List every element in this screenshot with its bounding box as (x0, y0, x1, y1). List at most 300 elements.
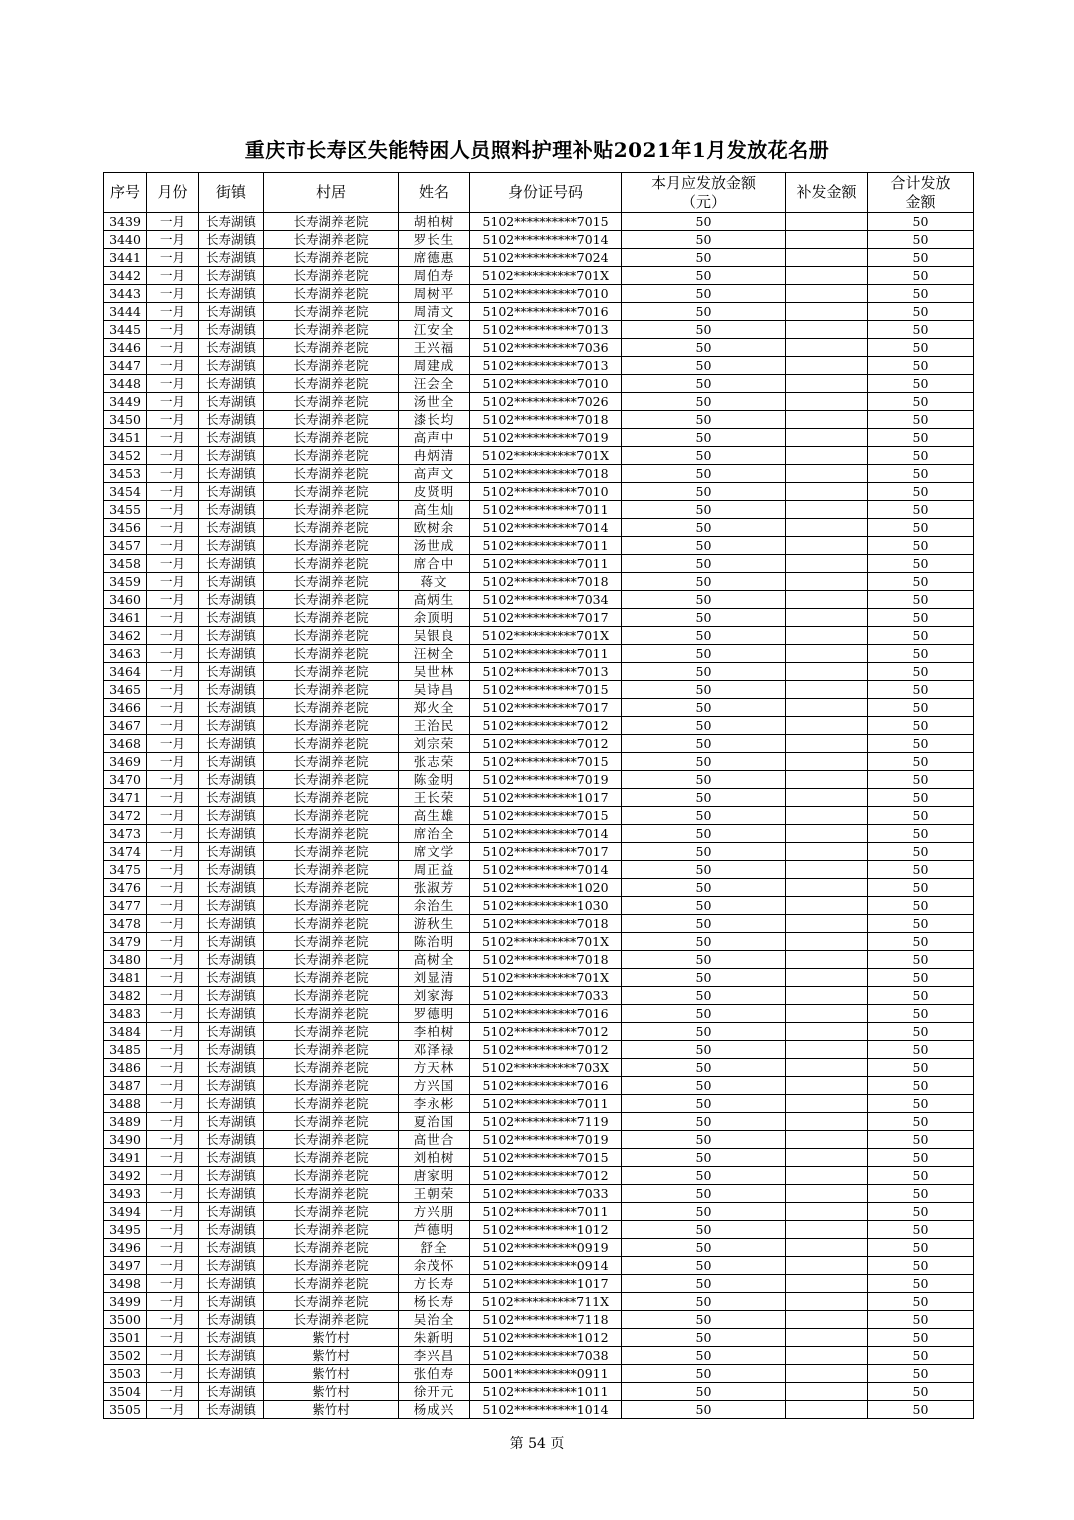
cell-village: 长寿湖养老院 (264, 1149, 399, 1167)
cell-id: 5102**********7018 (470, 951, 622, 969)
cell-month: 一月 (147, 1311, 199, 1329)
cell-town: 长寿湖镇 (199, 411, 264, 429)
cell-town: 长寿湖镇 (199, 843, 264, 861)
cell-name: 席文学 (399, 843, 470, 861)
cell-village: 长寿湖养老院 (264, 627, 399, 645)
cell-seq: 3470 (104, 771, 147, 789)
cell-month: 一月 (147, 717, 199, 735)
cell-name: 陈金明 (399, 771, 470, 789)
cell-seq: 3440 (104, 231, 147, 249)
cell-town: 长寿湖镇 (199, 1365, 264, 1383)
cell-amount: 50 (622, 555, 786, 573)
cell-id: 5102**********7033 (470, 987, 622, 1005)
cell-amount: 50 (622, 1005, 786, 1023)
cell-town: 长寿湖镇 (199, 267, 264, 285)
cell-id: 5102**********7017 (470, 609, 622, 627)
cell-town: 长寿湖镇 (199, 1221, 264, 1239)
cell-name: 高声中 (399, 429, 470, 447)
cell-amount: 50 (622, 267, 786, 285)
header-row (104, 173, 974, 213)
cell-supplement (786, 1005, 868, 1023)
cell-total: 50 (868, 303, 974, 321)
cell-supplement (786, 483, 868, 501)
cell-id: 5102**********7019 (470, 1131, 622, 1149)
cell-total: 50 (868, 609, 974, 627)
cell-month: 一月 (147, 447, 199, 465)
cell-village: 长寿湖养老院 (264, 519, 399, 537)
table-row (104, 555, 974, 573)
cell-village: 紫竹村 (264, 1365, 399, 1383)
cell-supplement (786, 537, 868, 555)
cell-id: 5102**********7011 (470, 501, 622, 519)
cell-supplement (786, 519, 868, 537)
cell-total: 50 (868, 627, 974, 645)
cell-village: 长寿湖养老院 (264, 213, 399, 231)
table-row (104, 1149, 974, 1167)
cell-town: 长寿湖镇 (199, 789, 264, 807)
cell-name: 夏治国 (399, 1113, 470, 1131)
cell-amount: 50 (622, 627, 786, 645)
cell-id: 5102**********7118 (470, 1311, 622, 1329)
cell-supplement (786, 1023, 868, 1041)
cell-village: 长寿湖养老院 (264, 663, 399, 681)
cell-town: 长寿湖镇 (199, 681, 264, 699)
cell-supplement (786, 933, 868, 951)
table-row (104, 663, 974, 681)
cell-month: 一月 (147, 1257, 199, 1275)
cell-total: 50 (868, 1023, 974, 1041)
cell-supplement (786, 879, 868, 897)
cell-id: 5102**********7014 (470, 825, 622, 843)
cell-supplement (786, 231, 868, 249)
cell-amount: 50 (622, 681, 786, 699)
cell-seq: 3481 (104, 969, 147, 987)
cell-village: 长寿湖养老院 (264, 609, 399, 627)
cell-name: 刘宗荣 (399, 735, 470, 753)
cell-seq: 3444 (104, 303, 147, 321)
cell-amount: 50 (622, 303, 786, 321)
table-row (104, 537, 974, 555)
cell-supplement (786, 789, 868, 807)
cell-supplement (786, 1203, 868, 1221)
cell-village: 长寿湖养老院 (264, 1203, 399, 1221)
cell-name: 欧树余 (399, 519, 470, 537)
cell-village: 长寿湖养老院 (264, 465, 399, 483)
cell-month: 一月 (147, 393, 199, 411)
cell-seq: 3489 (104, 1113, 147, 1131)
cell-month: 一月 (147, 987, 199, 1005)
cell-id: 5102**********7011 (470, 645, 622, 663)
cell-month: 一月 (147, 1347, 199, 1365)
cell-supplement (786, 1185, 868, 1203)
table-row (104, 303, 974, 321)
cell-supplement (786, 663, 868, 681)
cell-amount: 50 (622, 699, 786, 717)
cell-amount: 50 (622, 879, 786, 897)
cell-total: 50 (868, 591, 974, 609)
cell-village: 长寿湖养老院 (264, 303, 399, 321)
table-row (104, 321, 974, 339)
cell-supplement (786, 1275, 868, 1293)
cell-amount: 50 (622, 1095, 786, 1113)
cell-town: 长寿湖镇 (199, 483, 264, 501)
cell-town: 长寿湖镇 (199, 1059, 264, 1077)
table-row (104, 1383, 974, 1401)
cell-month: 一月 (147, 1059, 199, 1077)
table-row (104, 519, 974, 537)
cell-supplement (786, 609, 868, 627)
cell-seq: 3499 (104, 1293, 147, 1311)
table-row (104, 987, 974, 1005)
cell-amount: 50 (622, 1239, 786, 1257)
table-row (104, 1293, 974, 1311)
cell-total: 50 (868, 447, 974, 465)
cell-name: 余茂怀 (399, 1257, 470, 1275)
cell-month: 一月 (147, 1167, 199, 1185)
cell-village: 长寿湖养老院 (264, 339, 399, 357)
cell-town: 长寿湖镇 (199, 699, 264, 717)
cell-amount: 50 (622, 933, 786, 951)
cell-town: 长寿湖镇 (199, 465, 264, 483)
cell-name: 唐家明 (399, 1167, 470, 1185)
cell-month: 一月 (147, 213, 199, 231)
header-amount-line2: （元） (680, 192, 726, 211)
cell-amount: 50 (622, 537, 786, 555)
cell-village: 长寿湖养老院 (264, 573, 399, 591)
table-row (104, 753, 974, 771)
cell-id: 5102**********7018 (470, 573, 622, 591)
cell-name: 李柏树 (399, 1023, 470, 1041)
cell-town: 长寿湖镇 (199, 501, 264, 519)
header-total-line2: 金额 (905, 192, 936, 211)
cell-town: 长寿湖镇 (199, 555, 264, 573)
table-row (104, 1113, 974, 1131)
cell-seq: 3480 (104, 951, 147, 969)
table-row (104, 447, 974, 465)
cell-amount: 50 (622, 339, 786, 357)
cell-id: 5102**********7013 (470, 357, 622, 375)
table-row (104, 393, 974, 411)
cell-seq: 3498 (104, 1275, 147, 1293)
cell-village: 长寿湖养老院 (264, 1131, 399, 1149)
table-row (104, 627, 974, 645)
roster-table (103, 172, 974, 1419)
cell-seq: 3502 (104, 1347, 147, 1365)
cell-seq: 3477 (104, 897, 147, 915)
cell-id: 5102**********7012 (470, 1023, 622, 1041)
cell-town: 长寿湖镇 (199, 321, 264, 339)
cell-amount: 50 (622, 843, 786, 861)
cell-total: 50 (868, 1383, 974, 1401)
cell-month: 一月 (147, 249, 199, 267)
cell-seq: 3476 (104, 879, 147, 897)
cell-town: 长寿湖镇 (199, 1347, 264, 1365)
cell-name: 周建成 (399, 357, 470, 375)
cell-amount: 50 (622, 483, 786, 501)
header-seq: 序号 (104, 173, 147, 213)
cell-name: 刘家海 (399, 987, 470, 1005)
cell-total: 50 (868, 843, 974, 861)
table-row (104, 879, 974, 897)
cell-name: 杨成兴 (399, 1401, 470, 1419)
cell-amount: 50 (622, 861, 786, 879)
cell-amount: 50 (622, 429, 786, 447)
cell-id: 5102**********7015 (470, 753, 622, 771)
cell-id: 5102**********1017 (470, 1275, 622, 1293)
cell-village: 长寿湖养老院 (264, 969, 399, 987)
cell-name: 席合中 (399, 555, 470, 573)
header-amount (622, 173, 786, 213)
cell-amount: 50 (622, 915, 786, 933)
cell-total: 50 (868, 573, 974, 591)
table-row (104, 1041, 974, 1059)
cell-total: 50 (868, 267, 974, 285)
cell-village: 长寿湖养老院 (264, 843, 399, 861)
cell-total: 50 (868, 915, 974, 933)
cell-id: 5102**********7014 (470, 231, 622, 249)
cell-town: 长寿湖镇 (199, 861, 264, 879)
cell-town: 长寿湖镇 (199, 771, 264, 789)
cell-month: 一月 (147, 591, 199, 609)
cell-village: 长寿湖养老院 (264, 591, 399, 609)
cell-id: 5102**********7015 (470, 681, 622, 699)
cell-id: 5102**********7015 (470, 1149, 622, 1167)
cell-month: 一月 (147, 879, 199, 897)
cell-town: 长寿湖镇 (199, 897, 264, 915)
cell-amount: 50 (622, 321, 786, 339)
cell-town: 长寿湖镇 (199, 627, 264, 645)
cell-name: 周树平 (399, 285, 470, 303)
cell-town: 长寿湖镇 (199, 1095, 264, 1113)
cell-supplement (786, 1131, 868, 1149)
cell-supplement (786, 861, 868, 879)
header-total-line1: 合计发放 (890, 173, 951, 192)
table-row (104, 375, 974, 393)
header-amount-line1: 本月应发放金额 (650, 173, 756, 192)
cell-name: 王治民 (399, 717, 470, 735)
cell-id: 5102**********703X (470, 1059, 622, 1077)
cell-total: 50 (868, 699, 974, 717)
cell-total: 50 (868, 771, 974, 789)
table-row (104, 1239, 974, 1257)
cell-village: 长寿湖养老院 (264, 699, 399, 717)
cell-seq: 3443 (104, 285, 147, 303)
table-row (104, 681, 974, 699)
cell-amount: 50 (622, 789, 786, 807)
cell-name: 芦德明 (399, 1221, 470, 1239)
cell-name: 刘显清 (399, 969, 470, 987)
cell-seq: 3485 (104, 1041, 147, 1059)
cell-seq: 3442 (104, 267, 147, 285)
cell-town: 长寿湖镇 (199, 1401, 264, 1419)
cell-amount: 50 (622, 645, 786, 663)
cell-month: 一月 (147, 1113, 199, 1131)
cell-total: 50 (868, 897, 974, 915)
cell-supplement (786, 501, 868, 519)
cell-month: 一月 (147, 969, 199, 987)
cell-amount: 50 (622, 1149, 786, 1167)
cell-month: 一月 (147, 411, 199, 429)
table-row (104, 1131, 974, 1149)
cell-supplement (786, 1365, 868, 1383)
cell-amount: 50 (622, 1221, 786, 1239)
cell-supplement (786, 987, 868, 1005)
cell-month: 一月 (147, 951, 199, 969)
cell-month: 一月 (147, 1149, 199, 1167)
cell-amount: 50 (622, 1041, 786, 1059)
cell-supplement (786, 285, 868, 303)
cell-id: 5102**********7011 (470, 555, 622, 573)
cell-supplement (786, 771, 868, 789)
table-row (104, 465, 974, 483)
cell-town: 长寿湖镇 (199, 735, 264, 753)
cell-supplement (786, 1239, 868, 1257)
table-row (104, 1329, 974, 1347)
cell-village: 长寿湖养老院 (264, 1221, 399, 1239)
cell-month: 一月 (147, 1365, 199, 1383)
cell-amount: 50 (622, 609, 786, 627)
cell-town: 长寿湖镇 (199, 213, 264, 231)
cell-village: 长寿湖养老院 (264, 555, 399, 573)
cell-id: 5102**********1012 (470, 1329, 622, 1347)
cell-seq: 3469 (104, 753, 147, 771)
cell-amount: 50 (622, 1329, 786, 1347)
cell-village: 紫竹村 (264, 1383, 399, 1401)
cell-town: 长寿湖镇 (199, 249, 264, 267)
cell-supplement (786, 645, 868, 663)
cell-total: 50 (868, 807, 974, 825)
cell-name: 罗德明 (399, 1005, 470, 1023)
cell-name: 方长寿 (399, 1275, 470, 1293)
cell-supplement (786, 1113, 868, 1131)
cell-name: 王朝荣 (399, 1185, 470, 1203)
cell-month: 一月 (147, 267, 199, 285)
cell-id: 5102**********0914 (470, 1257, 622, 1275)
cell-village: 长寿湖养老院 (264, 807, 399, 825)
cell-id: 5102**********7015 (470, 807, 622, 825)
cell-id: 5001**********0911 (470, 1365, 622, 1383)
cell-town: 长寿湖镇 (199, 1383, 264, 1401)
cell-month: 一月 (147, 663, 199, 681)
table-row (104, 591, 974, 609)
cell-month: 一月 (147, 465, 199, 483)
cell-village: 长寿湖养老院 (264, 1041, 399, 1059)
cell-village: 长寿湖养老院 (264, 285, 399, 303)
cell-id: 5102**********7026 (470, 393, 622, 411)
cell-month: 一月 (147, 321, 199, 339)
cell-town: 长寿湖镇 (199, 969, 264, 987)
cell-village: 长寿湖养老院 (264, 393, 399, 411)
cell-village: 长寿湖养老院 (264, 951, 399, 969)
cell-seq: 3471 (104, 789, 147, 807)
cell-amount: 50 (622, 591, 786, 609)
cell-id: 5102**********0919 (470, 1239, 622, 1257)
cell-village: 长寿湖养老院 (264, 1185, 399, 1203)
cell-seq: 3463 (104, 645, 147, 663)
cell-month: 一月 (147, 1383, 199, 1401)
cell-month: 一月 (147, 645, 199, 663)
cell-town: 长寿湖镇 (199, 1257, 264, 1275)
cell-total: 50 (868, 861, 974, 879)
cell-name: 江安全 (399, 321, 470, 339)
cell-town: 长寿湖镇 (199, 393, 264, 411)
cell-town: 长寿湖镇 (199, 1131, 264, 1149)
cell-supplement (786, 1293, 868, 1311)
cell-name: 吴治全 (399, 1311, 470, 1329)
cell-seq: 3455 (104, 501, 147, 519)
cell-total: 50 (868, 285, 974, 303)
cell-town: 长寿湖镇 (199, 339, 264, 357)
cell-town: 长寿湖镇 (199, 825, 264, 843)
cell-month: 一月 (147, 573, 199, 591)
cell-village: 长寿湖养老院 (264, 267, 399, 285)
cell-village: 长寿湖养老院 (264, 897, 399, 915)
cell-month: 一月 (147, 1077, 199, 1095)
table-row (104, 1365, 974, 1383)
cell-village: 长寿湖养老院 (264, 1095, 399, 1113)
cell-village: 长寿湖养老院 (264, 1167, 399, 1185)
cell-total: 50 (868, 537, 974, 555)
cell-village: 长寿湖养老院 (264, 825, 399, 843)
cell-village: 长寿湖养老院 (264, 879, 399, 897)
table-row (104, 1005, 974, 1023)
cell-seq: 3504 (104, 1383, 147, 1401)
cell-amount: 50 (622, 1131, 786, 1149)
cell-supplement (786, 1077, 868, 1095)
table-row (104, 1077, 974, 1095)
cell-name: 陈治明 (399, 933, 470, 951)
cell-supplement (786, 969, 868, 987)
cell-village: 长寿湖养老院 (264, 1077, 399, 1095)
cell-seq: 3486 (104, 1059, 147, 1077)
header-village: 村居 (264, 173, 399, 213)
cell-total: 50 (868, 969, 974, 987)
cell-amount: 50 (622, 807, 786, 825)
cell-id: 5102**********7010 (470, 375, 622, 393)
cell-name: 周伯寿 (399, 267, 470, 285)
cell-supplement (786, 447, 868, 465)
header-month: 月份 (147, 173, 199, 213)
cell-town: 长寿湖镇 (199, 1239, 264, 1257)
cell-amount: 50 (622, 969, 786, 987)
table-row (104, 969, 974, 987)
cell-month: 一月 (147, 483, 199, 501)
cell-id: 5102**********7018 (470, 411, 622, 429)
cell-town: 长寿湖镇 (199, 375, 264, 393)
cell-total: 50 (868, 825, 974, 843)
cell-name: 汪树全 (399, 645, 470, 663)
cell-total: 50 (868, 717, 974, 735)
cell-town: 长寿湖镇 (199, 1149, 264, 1167)
cell-total: 50 (868, 483, 974, 501)
cell-supplement (786, 1149, 868, 1167)
cell-id: 5102**********7010 (470, 285, 622, 303)
cell-total: 50 (868, 1347, 974, 1365)
table-row (104, 735, 974, 753)
cell-total: 50 (868, 1275, 974, 1293)
cell-month: 一月 (147, 1203, 199, 1221)
table-row (104, 1167, 974, 1185)
cell-village: 长寿湖养老院 (264, 411, 399, 429)
table-row (104, 1185, 974, 1203)
cell-seq: 3474 (104, 843, 147, 861)
cell-total: 50 (868, 735, 974, 753)
cell-name: 徐开元 (399, 1383, 470, 1401)
cell-amount: 50 (622, 519, 786, 537)
cell-name: 吴诗昌 (399, 681, 470, 699)
cell-name: 皮贤明 (399, 483, 470, 501)
cell-supplement (786, 1329, 868, 1347)
